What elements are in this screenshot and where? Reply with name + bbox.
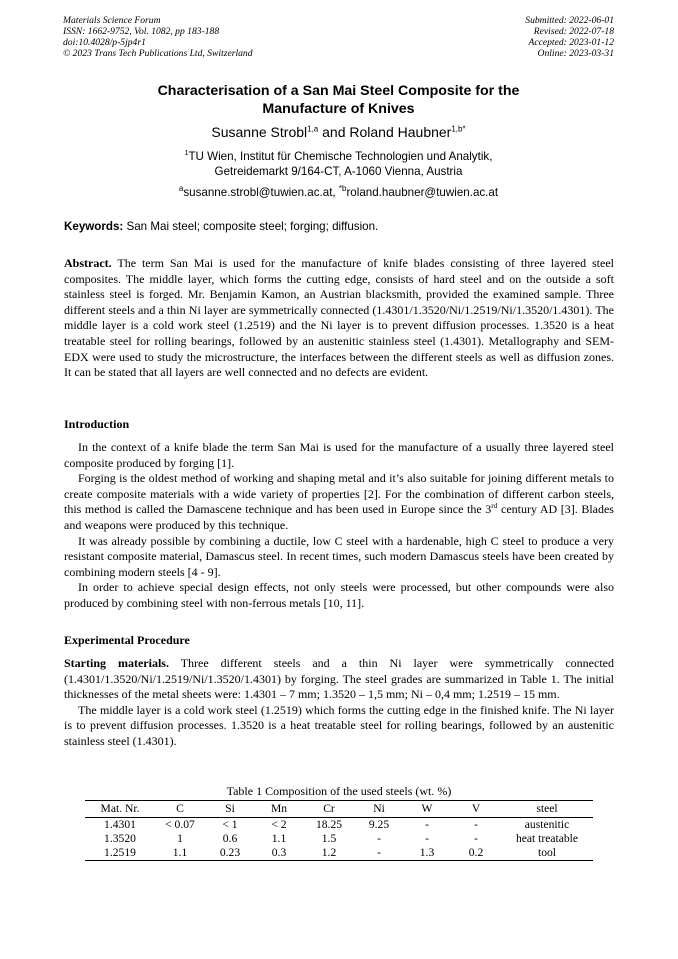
table-cell: < 2	[271, 818, 287, 831]
affiliation	[63, 149, 614, 179]
table-cell: austenitic	[524, 818, 570, 831]
paragraph: In order to achieve special design effects, not only steels were processed, but other compounds were also produced by combining steel with non-ferrous metals [10, 11].	[64, 580, 614, 610]
email-address: roland.haubner@tuwien.ac.at	[346, 186, 499, 199]
table-cell: 1.2	[303, 846, 355, 861]
table-cell: 0.2	[451, 846, 501, 861]
table-cell: 9.25	[368, 818, 390, 831]
column-header: V	[451, 801, 501, 818]
table-cell: 1.3520	[104, 832, 136, 845]
author-emails	[63, 185, 614, 200]
author-superscript: 1,a	[307, 124, 319, 134]
table-cell: -	[355, 846, 403, 861]
paragraph: It was already possible by combining a ductile, low C steel with a hardenable, high C steel to produce a very resistant composite material, Damascus steel. In recent times, such modern Damascus steels have been created by combining modern steels [4 - 9].	[64, 533, 614, 579]
date-accepted: Accepted: 2023-01-12	[528, 37, 614, 48]
table-cell: 1.3	[403, 846, 451, 861]
abstract	[64, 256, 614, 381]
date-submitted: Submitted: 2022-06-01	[525, 15, 614, 26]
author-name: Roland Haubner	[349, 124, 452, 140]
title-line-2: Manufacture of Knives	[262, 101, 415, 117]
table-cell: -	[474, 832, 478, 845]
table-cell: tool	[501, 846, 593, 861]
date-online: Online: 2023-03-31	[537, 48, 614, 59]
table-cell: < 1	[222, 818, 238, 831]
subsection-label: Starting materials.	[64, 656, 169, 670]
abstract-text: The term San Mai is used for the manufacture of knife blades consisting of three layered steel composites. The middle layer, which forms the cutting edge, consists of hard steel and on the outside a soft stainless steel is forged. Mr. Benjamin Kamon, an Austrian blacksmith, provided the examined sample. Three different steels and a thin Ni layer are symmetrically connected (1.4301/1.3520/Ni/1.2519/Ni/1.3520/1.4301). The middle layer is a cold work steel (1.2519) and the Ni layer is to prevent diffusion processes. 1.3520 is a heat treatable steel for rolling bearings, followed by an austenitic stainless steel (1.4301). Metallography and SEM-EDX were used to study the microstructure, the interfaces between the different steels as well as diffusion zones. It can be stated that all layers are well connected and no defects are evident.	[64, 256, 614, 380]
paper-title	[63, 82, 614, 118]
paragraph	[64, 656, 614, 703]
affiliation-superscript: 1	[184, 150, 189, 158]
author-separator: and	[318, 124, 350, 140]
keywords-label: Keywords:	[64, 220, 124, 233]
paragraph	[64, 471, 614, 533]
column-header: Mn	[255, 801, 303, 818]
table-cell: -	[377, 832, 381, 845]
column-header: Mat. Nr.	[85, 801, 155, 818]
keywords-text: San Mai steel; composite steel; forging; diffusion.	[123, 220, 379, 233]
table-cell: 0.23	[205, 846, 255, 861]
section-heading-introduction: Introduction	[64, 417, 130, 431]
table-cell: -	[474, 818, 478, 831]
journal-issn: ISSN: 1662-9752, Vol. 1082, pp 183-188	[63, 26, 220, 37]
experimental-body	[64, 656, 614, 750]
paragraph-text: century AD [3]. Blades and weapons were produced by this technique.	[64, 502, 614, 532]
date-revised: Revised: 2022-07-18	[533, 26, 614, 37]
journal-name: Materials Science Forum	[63, 15, 161, 26]
keywords	[64, 219, 614, 234]
table-caption: Table 1 Composition of the used steels (wt. %)	[226, 784, 452, 798]
email-superscript: *b	[338, 184, 347, 194]
table-header-row	[85, 801, 593, 818]
author-name: Susanne Strobl	[211, 124, 308, 140]
table-cell: heat treatable	[515, 832, 579, 845]
email-superscript: a	[178, 184, 184, 194]
publication-dates	[525, 15, 614, 59]
introduction-body	[64, 440, 614, 612]
paragraph-text: Forging is the oldest method of working and shaping metal and it’s also suitable for joining different metals to create composite materials with a wide variety of properties [2]. For the combination of different carbon steels, this method is called the Damascene technique and has been used in Europe since the 3	[64, 471, 614, 517]
table-row	[85, 832, 593, 846]
table-cell: 1.5	[321, 832, 337, 845]
author-list	[63, 123, 614, 141]
paragraph-text: Three different steels and a thin Ni layer were symmetrically connected (1.4301/1.3520/Ni/1.2519/Ni/1.3520/1.4301) by forging. The steel grades are summarized in Table 1. The initial thicknesses of the metal sheets were: 1.4301 – 7 mm; 1.3520 – 1,5 mm; Ni – 0,4 mm; 1.2519 – 15 mm.	[64, 656, 614, 702]
table-cell: 1.1	[271, 832, 287, 845]
affiliation-line-2: Getreidemarkt 9/164-CT, A-1060 Vienna, Austria	[214, 165, 463, 178]
journal-doi: doi:10.4028/p-5jp4r1	[63, 37, 146, 48]
table-cell: 1	[177, 832, 183, 845]
table-cell: 0.6	[222, 832, 238, 845]
table-cell: -	[425, 818, 429, 831]
table-cell: -	[425, 832, 429, 845]
author-superscript: 1,b*	[451, 124, 466, 134]
section-heading-experimental: Experimental Procedure	[64, 633, 190, 647]
email-address: susanne.strobl@tuwien.ac.at,	[183, 186, 339, 199]
affiliation-line-1: TU Wien, Institut für Chemische Technologien und Analytik,	[188, 150, 493, 163]
table-cell: 1.2519	[85, 846, 155, 861]
paragraph: The middle layer is a cold work steel (1.2519) which forms the cutting edge in the finished knife. The Ni layer is to prevent diffusion processes. 1.3520 is a heat treatable steel for rolling bearings, followed by an austenitic stainless steel (1.4301).	[64, 702, 614, 748]
journal-info	[63, 15, 253, 59]
table-row	[85, 818, 593, 833]
table-row	[85, 846, 593, 861]
column-header: Si	[205, 801, 255, 818]
column-header: Ni	[355, 801, 403, 818]
paragraph: In the context of a knife blade the term San Mai is used for the manufacture of a usually three layered steel composite produced by forging [1].	[64, 440, 614, 470]
table-cell: 1.1	[155, 846, 205, 861]
title-line-1: Characterisation of a San Mai Steel Composite for the	[157, 83, 520, 99]
table-cell: 1.4301	[104, 818, 136, 831]
abstract-label: Abstract.	[64, 256, 112, 270]
table-cell: 18.25	[315, 818, 343, 831]
column-header: C	[155, 801, 205, 818]
composition-table	[85, 800, 593, 861]
column-header: W	[403, 801, 451, 818]
table-cell: 0.3	[255, 846, 303, 861]
journal-copyright: © 2023 Trans Tech Publications Ltd, Switzerland	[63, 48, 253, 59]
table-cell: < 0.07	[165, 818, 195, 831]
column-header: Cr	[303, 801, 355, 818]
ordinal-superscript: rd	[491, 501, 498, 511]
column-header: steel	[501, 801, 593, 818]
